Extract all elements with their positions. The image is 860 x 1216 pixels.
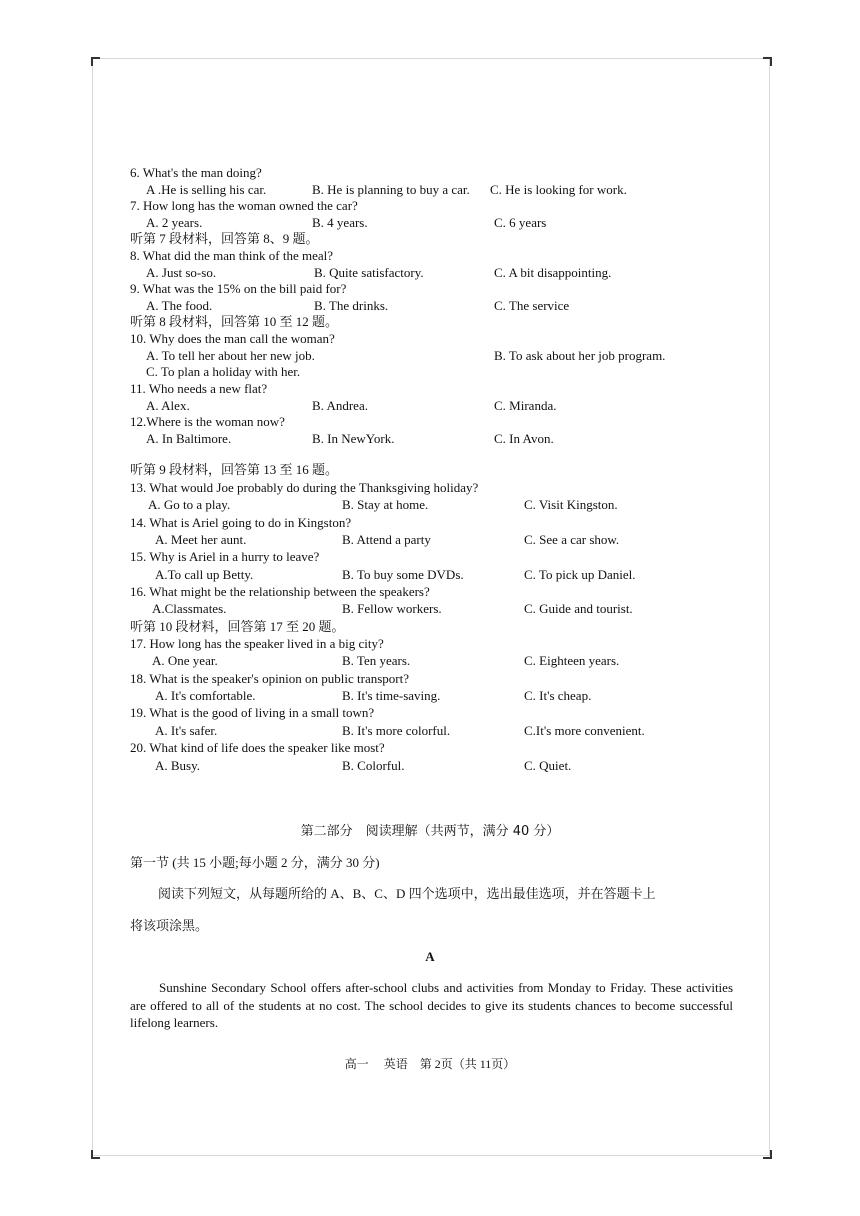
option-b: B. It's time-saving. <box>342 688 441 703</box>
option-a: A. One year. <box>152 653 218 668</box>
option-a: A. Alex. <box>146 398 190 413</box>
passage-label: A <box>425 949 435 964</box>
question-stem: 12.Where is the woman now? <box>130 414 285 429</box>
option-b: B. Andrea. <box>312 398 368 413</box>
option-a: A. It's safer. <box>155 723 218 738</box>
option-c: C. To pick up Daniel. <box>524 567 636 582</box>
question-stem: 6. What's the man doing? <box>130 165 262 180</box>
question-stem: 13. What would Joe probably do during the Thanksgiving holiday? <box>130 480 479 495</box>
question-stem: 11. Who needs a new flat? <box>130 381 268 396</box>
option-b: B. To buy some DVDs. <box>342 567 464 582</box>
option-c: C. 6 years <box>494 215 547 230</box>
passage-text: Sunshine Secondary School offers after-school clubs and activities from Monday to Friday. These activities are offered to all of the students at no cost. The school decides to give its students chances to become successful lifelong learners. <box>130 980 733 1030</box>
question-stem: 14. What is Ariel going to do in Kingston? <box>130 515 352 530</box>
option-b: B. In NewYork. <box>312 431 395 446</box>
option-b: B. Ten years. <box>342 653 411 668</box>
listening-note: 听第 9 段材料，回答第 13 至 16 题。 <box>130 462 339 477</box>
option-a: A. Go to a play. <box>148 497 231 512</box>
option-c: C. It's cheap. <box>524 688 592 703</box>
instruction-line-1: 阅读下列短文，从每题所给的 A、B、C、D 四个选项中，选出最佳选项，并在答题卡上 <box>158 886 656 901</box>
listening-note: 听第 7 段材料，回答第 8、9 题。 <box>130 231 319 246</box>
question-stem: 9. What was the 15% on the bill paid for? <box>130 281 347 296</box>
option-a: A. 2 years. <box>146 215 203 230</box>
option-c: C.It's more convenient. <box>524 723 645 738</box>
option-c: C. Miranda. <box>494 398 557 413</box>
question-stem: 18. What is the speaker's opinion on public transport? <box>130 671 410 686</box>
option-b: B. To ask about her job program. <box>494 348 666 363</box>
listening-note: 听第 10 段材料，回答第 17 至 20 题。 <box>130 619 345 634</box>
option-b: B. Colorful. <box>342 758 405 773</box>
option-a: A. In Baltimore. <box>146 431 232 446</box>
question-stem: 20. What kind of life does the speaker like most? <box>130 740 385 755</box>
option-b: B. He is planning to buy a car. <box>312 182 470 197</box>
option-c: C. Visit Kingston. <box>524 497 618 512</box>
page-footer: 高一 英语 第 2页（共 11页） <box>344 1057 516 1071</box>
option-a: A. It's comfortable. <box>155 688 256 703</box>
option-c: C. A bit disappointing. <box>494 265 612 280</box>
question-stem: 7. How long has the woman owned the car? <box>130 198 358 213</box>
option-c: C. In Avon. <box>494 431 554 446</box>
option-c: C. To plan a holiday with her. <box>146 364 301 379</box>
option-c: C. Quiet. <box>524 758 572 773</box>
option-a: A. The food. <box>146 298 213 313</box>
subsection-heading: 第一节 (共 15 小题;每小题 2 分，满分 30 分) <box>130 855 380 870</box>
crop-mark-top-left <box>91 57 100 66</box>
option-a: A. To tell her about her new job. <box>146 348 315 363</box>
listening-note: 听第 8 段材料，回答第 10 至 12 题。 <box>130 314 339 329</box>
question-stem: 16. What might be the relationship between the speakers? <box>130 584 430 599</box>
crop-mark-top-right <box>763 57 772 66</box>
option-a: A.To call up Betty. <box>155 567 254 582</box>
instruction-line-2: 将该项涂黑。 <box>130 918 209 933</box>
option-b: B. Attend a party <box>342 532 431 547</box>
option-b: B. Fellow workers. <box>342 601 442 616</box>
question-stem: 15. Why is Ariel in a hurry to leave? <box>130 549 320 564</box>
question-stem: 19. What is the good of living in a small town? <box>130 705 375 720</box>
option-c: C. See a car show. <box>524 532 620 547</box>
option-b: B. The drinks. <box>314 298 389 313</box>
option-a: A .He is selling his car. <box>146 182 267 197</box>
crop-mark-bottom-left <box>91 1150 100 1159</box>
option-a: A.Classmates. <box>152 601 227 616</box>
crop-mark-bottom-right <box>763 1150 772 1159</box>
option-c: C. The service <box>494 298 570 313</box>
option-c: C. Eighteen years. <box>524 653 620 668</box>
option-a: A. Just so-so. <box>146 265 217 280</box>
option-c: C. Guide and tourist. <box>524 601 633 616</box>
section-title: 第二部分 阅读理解（共两节，满分 40 分） <box>300 824 560 839</box>
option-b: B. 4 years. <box>312 215 368 230</box>
option-b: B. It's more colorful. <box>342 723 451 738</box>
option-a: A. Busy. <box>155 758 201 773</box>
option-b: B. Stay at home. <box>342 497 429 512</box>
option-c: C. He is looking for work. <box>490 182 627 197</box>
option-b: B. Quite satisfactory. <box>314 265 424 280</box>
question-stem: 17. How long has the speaker lived in a big city? <box>130 636 384 651</box>
option-a: A. Meet her aunt. <box>155 532 247 547</box>
question-stem: 10. Why does the man call the woman? <box>130 331 335 346</box>
question-stem: 8. What did the man think of the meal? <box>130 248 334 263</box>
